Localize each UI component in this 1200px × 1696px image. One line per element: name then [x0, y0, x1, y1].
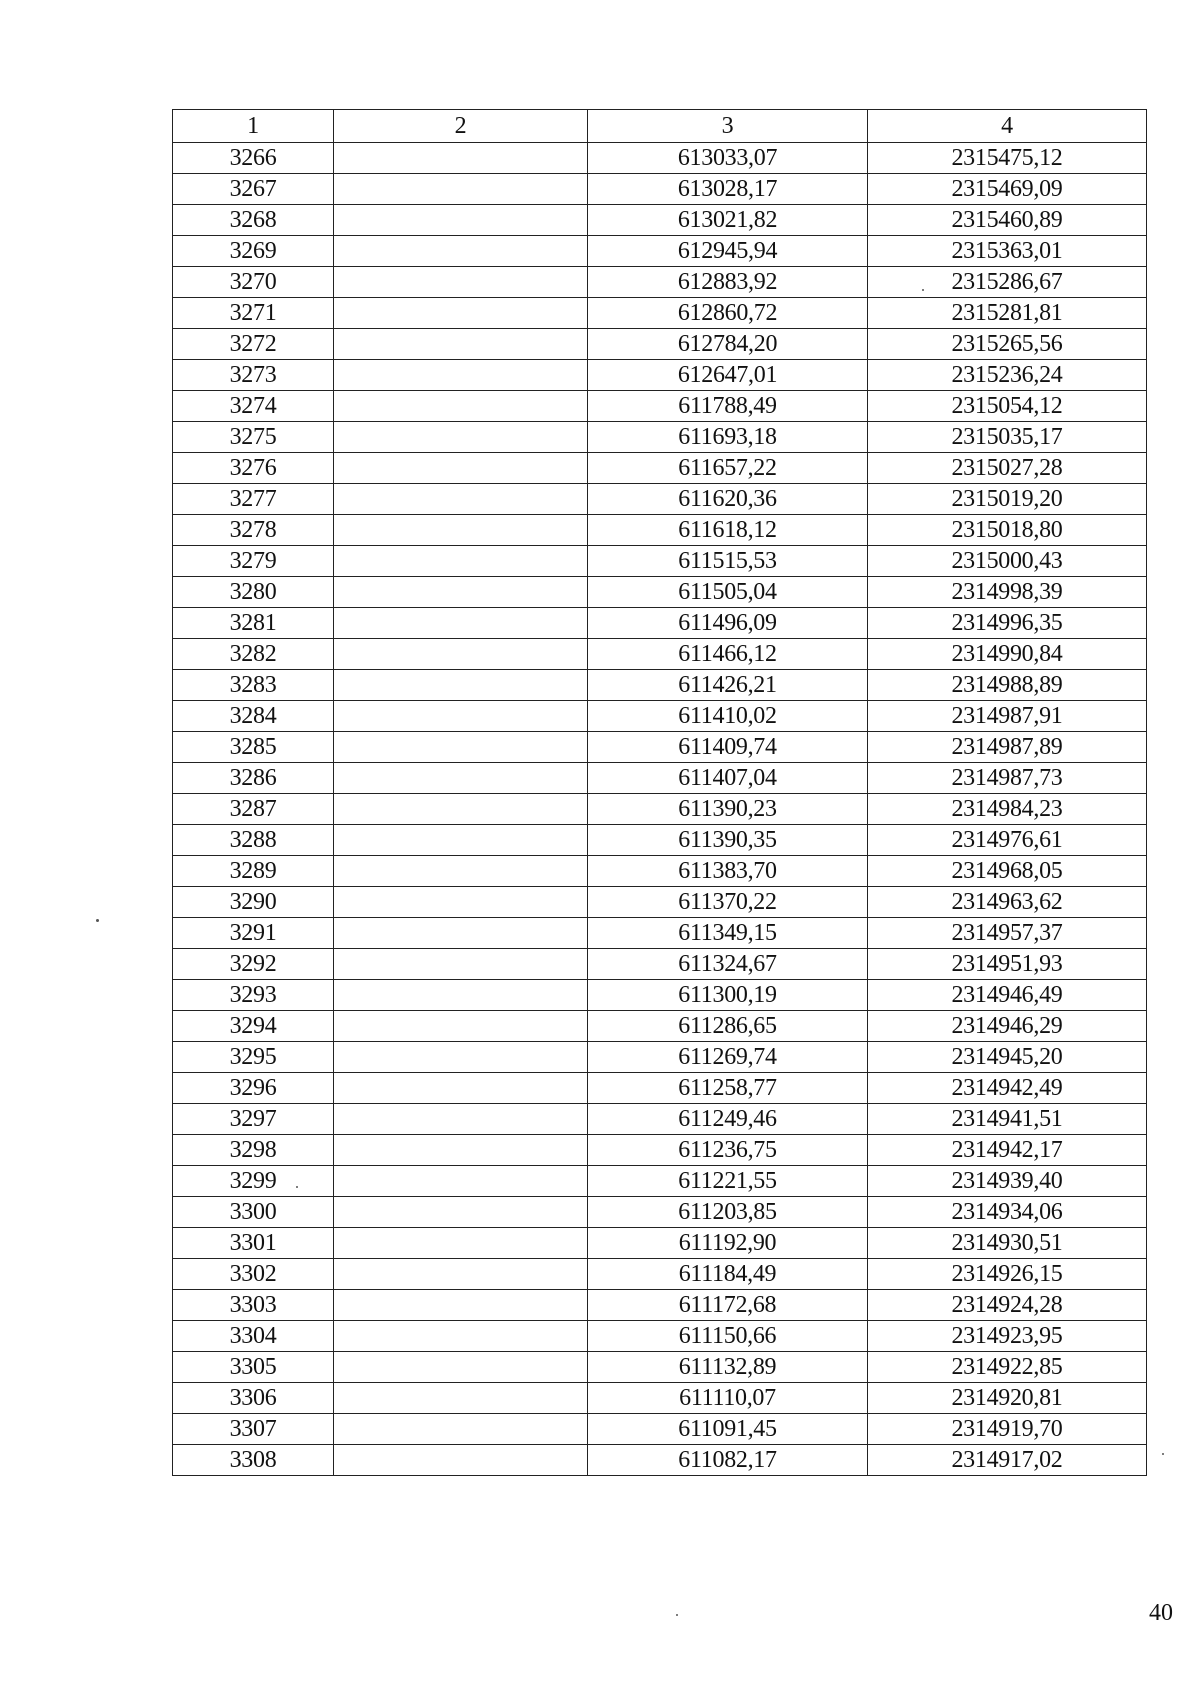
x-coordinate-cell: 611496,09 [588, 608, 868, 639]
point-number-cell: 3278 [173, 515, 334, 546]
x-coordinate-cell: 611258,77 [588, 1073, 868, 1104]
x-coordinate-cell: 611110,07 [588, 1383, 868, 1414]
x-coordinate-cell: 611349,15 [588, 918, 868, 949]
x-coordinate-cell: 612883,92 [588, 267, 868, 298]
y-coordinate-cell: 2314963,62 [868, 887, 1147, 918]
y-coordinate-cell: 2314945,20 [868, 1042, 1147, 1073]
x-coordinate-cell: 611657,22 [588, 453, 868, 484]
x-coordinate-cell: 612860,72 [588, 298, 868, 329]
y-coordinate-cell: 2314924,28 [868, 1290, 1147, 1321]
point-number-cell: 3287 [173, 794, 334, 825]
y-coordinate-cell: 2314998,39 [868, 577, 1147, 608]
point-number-cell: 3279 [173, 546, 334, 577]
point-number-cell: 3275 [173, 422, 334, 453]
description-cell [334, 949, 588, 980]
x-coordinate-cell: 611505,04 [588, 577, 868, 608]
x-coordinate-cell: 611618,12 [588, 515, 868, 546]
point-number-cell: 3268 [173, 205, 334, 236]
x-coordinate-cell: 611192,90 [588, 1228, 868, 1259]
x-coordinate-cell: 611693,18 [588, 422, 868, 453]
point-number-cell: 3305 [173, 1352, 334, 1383]
description-cell [334, 1166, 588, 1197]
description-cell [334, 763, 588, 794]
description-cell [334, 701, 588, 732]
description-cell [334, 1011, 588, 1042]
table-row [173, 1104, 1147, 1135]
table-row [173, 980, 1147, 1011]
y-coordinate-cell: 2314957,37 [868, 918, 1147, 949]
description-cell [334, 1445, 588, 1476]
y-coordinate-cell: 2315019,20 [868, 484, 1147, 515]
table-row [173, 670, 1147, 701]
y-coordinate-cell: 2315265,56 [868, 329, 1147, 360]
y-coordinate-cell: 2314951,93 [868, 949, 1147, 980]
x-coordinate-cell: 611409,74 [588, 732, 868, 763]
table-row [173, 1259, 1147, 1290]
header-cell-2: 2 [334, 110, 588, 143]
point-number-cell: 3294 [173, 1011, 334, 1042]
description-cell [334, 484, 588, 515]
y-coordinate-cell: 2315018,80 [868, 515, 1147, 546]
table-row [173, 1166, 1147, 1197]
point-number-cell: 3292 [173, 949, 334, 980]
point-number-cell: 3301 [173, 1228, 334, 1259]
point-number-cell: 3306 [173, 1383, 334, 1414]
x-coordinate-cell: 611082,17 [588, 1445, 868, 1476]
description-cell [334, 329, 588, 360]
table-body [173, 143, 1147, 1476]
y-coordinate-cell: 2314917,02 [868, 1445, 1147, 1476]
point-number-cell: 3302 [173, 1259, 334, 1290]
table-row [173, 205, 1147, 236]
table-row [173, 546, 1147, 577]
y-coordinate-cell: 2314926,15 [868, 1259, 1147, 1290]
description-cell [334, 1259, 588, 1290]
table-row [173, 453, 1147, 484]
x-coordinate-cell: 611221,55 [588, 1166, 868, 1197]
point-number-cell: 3290 [173, 887, 334, 918]
description-cell [334, 360, 588, 391]
description-cell [334, 639, 588, 670]
y-coordinate-cell: 2315054,12 [868, 391, 1147, 422]
description-cell [334, 205, 588, 236]
description-cell [334, 236, 588, 267]
description-cell [334, 1073, 588, 1104]
description-cell [334, 391, 588, 422]
page-number: 40 [1149, 1600, 1173, 1626]
point-number-cell: 3266 [173, 143, 334, 174]
description-cell [334, 1135, 588, 1166]
x-coordinate-cell: 611132,89 [588, 1352, 868, 1383]
table-row [173, 515, 1147, 546]
x-coordinate-cell: 611184,49 [588, 1259, 868, 1290]
description-cell [334, 1383, 588, 1414]
table-row [173, 856, 1147, 887]
point-number-cell: 3288 [173, 825, 334, 856]
description-cell [334, 1042, 588, 1073]
table-row [173, 1383, 1147, 1414]
y-coordinate-cell: 2315281,81 [868, 298, 1147, 329]
y-coordinate-cell: 2314976,61 [868, 825, 1147, 856]
header-row [173, 110, 1147, 143]
x-coordinate-cell: 612647,01 [588, 360, 868, 391]
point-number-cell: 3296 [173, 1073, 334, 1104]
x-coordinate-cell: 612945,94 [588, 236, 868, 267]
point-number-cell: 3284 [173, 701, 334, 732]
point-number-cell: 3276 [173, 453, 334, 484]
y-coordinate-cell: 2314922,85 [868, 1352, 1147, 1383]
description-cell [334, 174, 588, 205]
y-coordinate-cell: 2314968,05 [868, 856, 1147, 887]
x-coordinate-cell: 611383,70 [588, 856, 868, 887]
description-cell [334, 1321, 588, 1352]
y-coordinate-cell: 2314930,51 [868, 1228, 1147, 1259]
point-number-cell: 3280 [173, 577, 334, 608]
description-cell [334, 298, 588, 329]
y-coordinate-cell: 2314939,40 [868, 1166, 1147, 1197]
y-coordinate-cell: 2314942,49 [868, 1073, 1147, 1104]
point-number-cell: 3304 [173, 1321, 334, 1352]
x-coordinate-cell: 611236,75 [588, 1135, 868, 1166]
point-number-cell: 3270 [173, 267, 334, 298]
y-coordinate-cell: 2314988,89 [868, 670, 1147, 701]
description-cell [334, 577, 588, 608]
x-coordinate-cell: 611410,02 [588, 701, 868, 732]
description-cell [334, 1228, 588, 1259]
point-number-cell: 3267 [173, 174, 334, 205]
description-cell [334, 546, 588, 577]
point-number-cell: 3293 [173, 980, 334, 1011]
table-row [173, 329, 1147, 360]
description-cell [334, 453, 588, 484]
table-row [173, 577, 1147, 608]
x-coordinate-cell: 611172,68 [588, 1290, 868, 1321]
table-row [173, 174, 1147, 205]
point-number-cell: 3289 [173, 856, 334, 887]
point-number-cell: 3303 [173, 1290, 334, 1321]
point-number-cell: 3274 [173, 391, 334, 422]
y-coordinate-cell: 2315460,89 [868, 205, 1147, 236]
table-row [173, 1321, 1147, 1352]
description-cell [334, 1290, 588, 1321]
table-row [173, 298, 1147, 329]
y-coordinate-cell: 2314996,35 [868, 608, 1147, 639]
point-number-cell: 3297 [173, 1104, 334, 1135]
scan-speck [1162, 1453, 1164, 1455]
point-number-cell: 3269 [173, 236, 334, 267]
table-row [173, 1197, 1147, 1228]
table-row [173, 608, 1147, 639]
point-number-cell: 3272 [173, 329, 334, 360]
x-coordinate-cell: 611788,49 [588, 391, 868, 422]
description-cell [334, 918, 588, 949]
table-row [173, 1011, 1147, 1042]
description-cell [334, 856, 588, 887]
table-row [173, 484, 1147, 515]
point-number-cell: 3300 [173, 1197, 334, 1228]
y-coordinate-cell: 2315027,28 [868, 453, 1147, 484]
x-coordinate-cell: 611091,45 [588, 1414, 868, 1445]
point-number-cell: 3298 [173, 1135, 334, 1166]
x-coordinate-cell: 611407,04 [588, 763, 868, 794]
description-cell [334, 887, 588, 918]
table-row [173, 236, 1147, 267]
x-coordinate-cell: 612784,20 [588, 329, 868, 360]
table-row [173, 360, 1147, 391]
scan-speck [96, 919, 99, 922]
y-coordinate-cell: 2315236,24 [868, 360, 1147, 391]
coordinates-table [172, 109, 1147, 1476]
point-number-cell: 3291 [173, 918, 334, 949]
y-coordinate-cell: 2315469,09 [868, 174, 1147, 205]
x-coordinate-cell: 611515,53 [588, 546, 868, 577]
y-coordinate-cell: 2315286,67 [868, 267, 1147, 298]
y-coordinate-cell: 2314942,17 [868, 1135, 1147, 1166]
point-number-cell: 3286 [173, 763, 334, 794]
y-coordinate-cell: 2314987,89 [868, 732, 1147, 763]
x-coordinate-cell: 611249,46 [588, 1104, 868, 1135]
y-coordinate-cell: 2314990,84 [868, 639, 1147, 670]
table-row [173, 701, 1147, 732]
y-coordinate-cell: 2314946,29 [868, 1011, 1147, 1042]
description-cell [334, 1352, 588, 1383]
x-coordinate-cell: 611324,67 [588, 949, 868, 980]
table-row [173, 267, 1147, 298]
table-row [173, 1073, 1147, 1104]
y-coordinate-cell: 2314919,70 [868, 1414, 1147, 1445]
table-row [173, 949, 1147, 980]
y-coordinate-cell: 2314946,49 [868, 980, 1147, 1011]
y-coordinate-cell: 2314984,23 [868, 794, 1147, 825]
table-row [173, 825, 1147, 856]
point-number-cell: 3282 [173, 639, 334, 670]
scan-speck [676, 1614, 678, 1616]
y-coordinate-cell: 2315363,01 [868, 236, 1147, 267]
x-coordinate-cell: 611390,35 [588, 825, 868, 856]
point-number-cell: 3308 [173, 1445, 334, 1476]
x-coordinate-cell: 611269,74 [588, 1042, 868, 1073]
point-number-cell: 3273 [173, 360, 334, 391]
y-coordinate-cell: 2315035,17 [868, 422, 1147, 453]
table-row [173, 763, 1147, 794]
table-row [173, 639, 1147, 670]
scan-speck [922, 289, 924, 291]
y-coordinate-cell: 2314934,06 [868, 1197, 1147, 1228]
y-coordinate-cell: 2315000,43 [868, 546, 1147, 577]
description-cell [334, 1104, 588, 1135]
description-cell [334, 515, 588, 546]
table-row [173, 1290, 1147, 1321]
scan-speck [296, 1186, 298, 1188]
x-coordinate-cell: 611370,22 [588, 887, 868, 918]
y-coordinate-cell: 2315475,12 [868, 143, 1147, 174]
point-number-cell: 3307 [173, 1414, 334, 1445]
description-cell [334, 1197, 588, 1228]
header-cell-4: 4 [868, 110, 1147, 143]
y-coordinate-cell: 2314987,73 [868, 763, 1147, 794]
table-row [173, 391, 1147, 422]
table-row [173, 143, 1147, 174]
description-cell [334, 422, 588, 453]
x-coordinate-cell: 611620,36 [588, 484, 868, 515]
description-cell [334, 608, 588, 639]
y-coordinate-cell: 2314987,91 [868, 701, 1147, 732]
table-header [173, 110, 1147, 143]
table-row [173, 918, 1147, 949]
description-cell [334, 670, 588, 701]
x-coordinate-cell: 613028,17 [588, 174, 868, 205]
point-number-cell: 3271 [173, 298, 334, 329]
y-coordinate-cell: 2314941,51 [868, 1104, 1147, 1135]
point-number-cell: 3299 [173, 1166, 334, 1197]
table-row [173, 422, 1147, 453]
point-number-cell: 3281 [173, 608, 334, 639]
description-cell [334, 1414, 588, 1445]
table-row [173, 732, 1147, 763]
table-row [173, 1042, 1147, 1073]
description-cell [334, 825, 588, 856]
table-row [173, 1445, 1147, 1476]
header-cell-1: 1 [173, 110, 334, 143]
x-coordinate-cell: 613021,82 [588, 205, 868, 236]
point-number-cell: 3295 [173, 1042, 334, 1073]
x-coordinate-cell: 613033,07 [588, 143, 868, 174]
x-coordinate-cell: 611203,85 [588, 1197, 868, 1228]
description-cell [334, 143, 588, 174]
y-coordinate-cell: 2314923,95 [868, 1321, 1147, 1352]
table-row [173, 1228, 1147, 1259]
table-row [173, 794, 1147, 825]
x-coordinate-cell: 611300,19 [588, 980, 868, 1011]
x-coordinate-cell: 611466,12 [588, 639, 868, 670]
x-coordinate-cell: 611286,65 [588, 1011, 868, 1042]
header-cell-3: 3 [588, 110, 868, 143]
table-row [173, 887, 1147, 918]
point-number-cell: 3277 [173, 484, 334, 515]
description-cell [334, 794, 588, 825]
table-row [173, 1135, 1147, 1166]
description-cell [334, 732, 588, 763]
x-coordinate-cell: 611150,66 [588, 1321, 868, 1352]
y-coordinate-cell: 2314920,81 [868, 1383, 1147, 1414]
table-row [173, 1414, 1147, 1445]
x-coordinate-cell: 611390,23 [588, 794, 868, 825]
description-cell [334, 267, 588, 298]
point-number-cell: 3283 [173, 670, 334, 701]
description-cell [334, 980, 588, 1011]
point-number-cell: 3285 [173, 732, 334, 763]
x-coordinate-cell: 611426,21 [588, 670, 868, 701]
table-row [173, 1352, 1147, 1383]
